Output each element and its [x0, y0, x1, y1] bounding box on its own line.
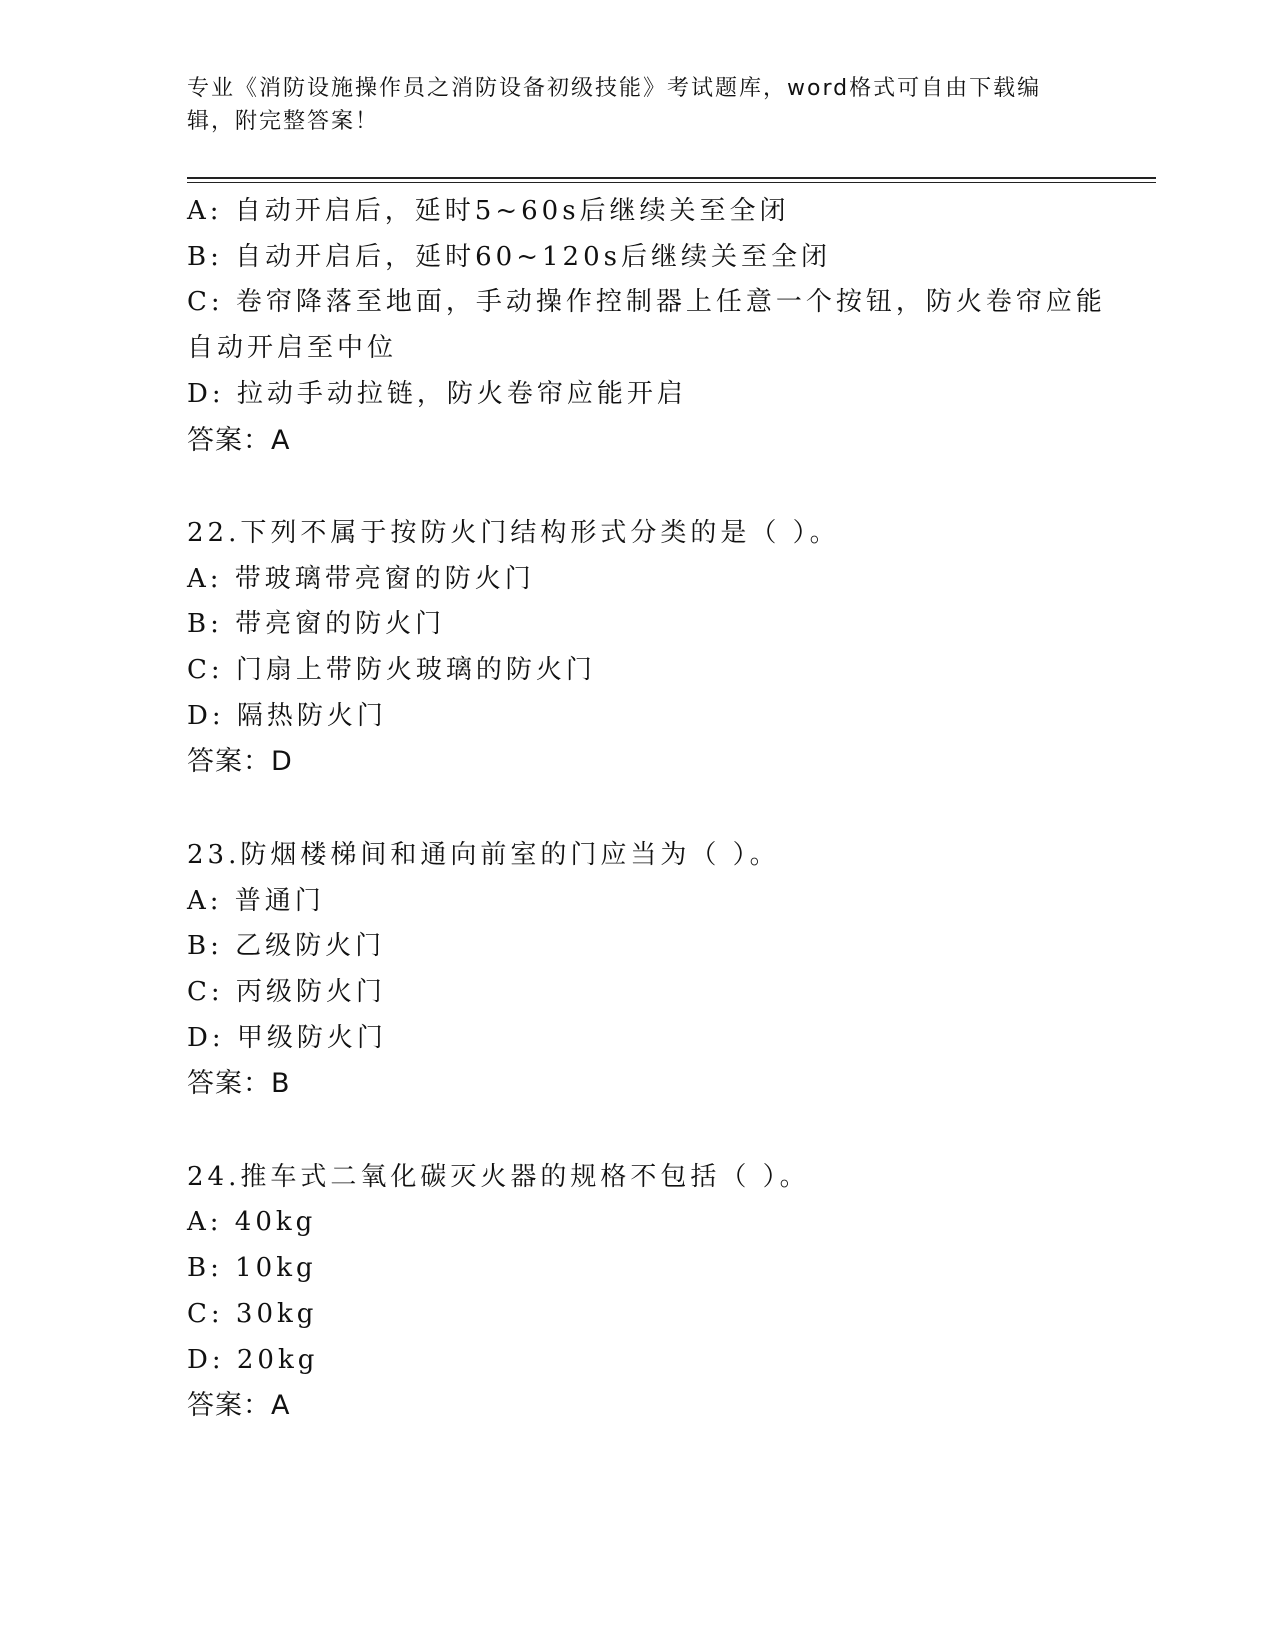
- document-header: [187, 72, 1067, 138]
- q24-option-b: B: 10kg: [187, 1253, 317, 1284]
- q23-option-d: D: 甲级防火门: [187, 1022, 387, 1053]
- q21-answer: 答案：A: [187, 424, 291, 456]
- q22-option-b: B: 带亮窗的防火门: [187, 609, 446, 640]
- header-line-2: 辑，附完整答案！: [187, 109, 380, 134]
- question-list: [187, 189, 1106, 1429]
- q22-option-c: C: 门扇上带防火玻璃的防火门: [187, 655, 596, 686]
- q24-question: 24.推车式二氧化碳灭火器的规格不包括（ ）。: [187, 1161, 810, 1192]
- q23-option-a: A: 普通门: [187, 885, 325, 916]
- q23-answer: 答案：B: [187, 1068, 291, 1100]
- q24-option-c: C: 30kg: [187, 1298, 318, 1329]
- q23-question: 23.防烟楼梯间和通向前室的门应当为（ ）。: [187, 839, 780, 870]
- q24-answer: 答案：A: [187, 1390, 291, 1422]
- question-24-block: [187, 1155, 1087, 1429]
- q24-option-a: A: 40kg: [187, 1207, 317, 1238]
- q22-option-a: A: 带玻璃带亮窗的防火门: [187, 563, 535, 594]
- q23-option-b: B: 乙级防火门: [187, 931, 386, 962]
- q21-option-b: B: 自动开启后，延时60~120s后继续关至全闭: [187, 241, 831, 272]
- q21-option-a: A: 自动开启后，延时5~60s后继续关至全闭: [187, 196, 790, 226]
- q24-option-d: D: 20kg: [187, 1344, 319, 1375]
- header-divider: [187, 177, 1156, 179]
- question-21-block: [187, 189, 1106, 463]
- q21-option-c-continued: 自动开启至中位: [187, 333, 398, 364]
- header-line-1: 专业《消防设施操作员之消防设备初级技能》考试题库，word格式可自由下载编: [187, 76, 1042, 101]
- q23-option-c: C: 丙级防火门: [187, 976, 386, 1007]
- question-22-block: [187, 511, 1087, 785]
- header-divider-thin: [187, 182, 1156, 183]
- q21-option-d: D: 拉动手动拉链，防火卷帘应能开启: [187, 378, 687, 409]
- q22-answer: 答案：D: [187, 746, 293, 778]
- q22-option-d: D: 隔热防火门: [187, 700, 387, 731]
- q21-option-c: C: 卷帘降落至地面，手动操作控制器上任意一个按钮，防火卷帘应能: [187, 287, 1106, 318]
- q22-question: 22.下列不属于按防火门结构形式分类的是（ ）。: [187, 517, 840, 548]
- question-23-block: [187, 833, 1087, 1107]
